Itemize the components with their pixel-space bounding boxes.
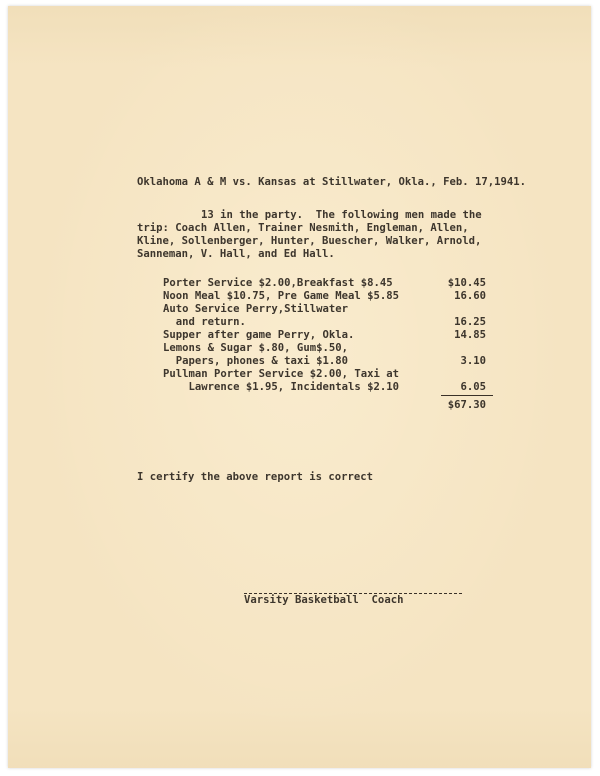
expense-amount: $10.45: [447, 277, 486, 289]
expense-amount: 16.60: [454, 290, 486, 302]
expense-description: Noon Meal $10.75, Pre Game Meal $5.85: [163, 290, 399, 302]
expense-description: Lawrence $1.95, Incidentals $2.10: [163, 381, 399, 393]
sum-rule: [441, 395, 493, 396]
expense-amount: 14.85: [454, 329, 486, 341]
signature-title: Varsity Basketball Coach: [244, 594, 404, 606]
expense-description: and return.: [163, 316, 246, 328]
certification-statement: I certify the above report is correct: [137, 471, 373, 483]
expense-description: Porter Service $2.00,Breakfast $8.45: [163, 277, 393, 289]
expense-description: Supper after game Perry, Okla.: [163, 329, 355, 341]
expense-description: Auto Service Perry,Stillwater: [163, 303, 348, 315]
expense-description: Papers, phones & taxi $1.80: [163, 355, 348, 367]
document-sheet: [8, 6, 591, 768]
total-amount: $67.30: [447, 399, 486, 411]
expense-amount: 16.25: [454, 316, 486, 328]
expense-amount: 6.05: [460, 381, 486, 393]
party-line: 13 in the party. The following men made the: [201, 209, 482, 221]
expense-amount: 3.10: [460, 355, 486, 367]
party-line: Sanneman, V. Hall, and Ed Hall.: [137, 248, 335, 260]
expense-description: Pullman Porter Service $2.00, Taxi at: [163, 368, 399, 380]
expense-description: Lemons & Sugar $.80, Gum$.50,: [163, 342, 348, 354]
party-line: trip: Coach Allen, Trainer Nesmith, Engleman, Allen,: [137, 222, 469, 234]
document-title: Oklahoma A & M vs. Kansas at Stillwater, Okla., Feb. 17,1941.: [137, 176, 527, 188]
party-line: Kline, Sollenberger, Hunter, Buescher, Walker, Arnold,: [137, 235, 482, 247]
